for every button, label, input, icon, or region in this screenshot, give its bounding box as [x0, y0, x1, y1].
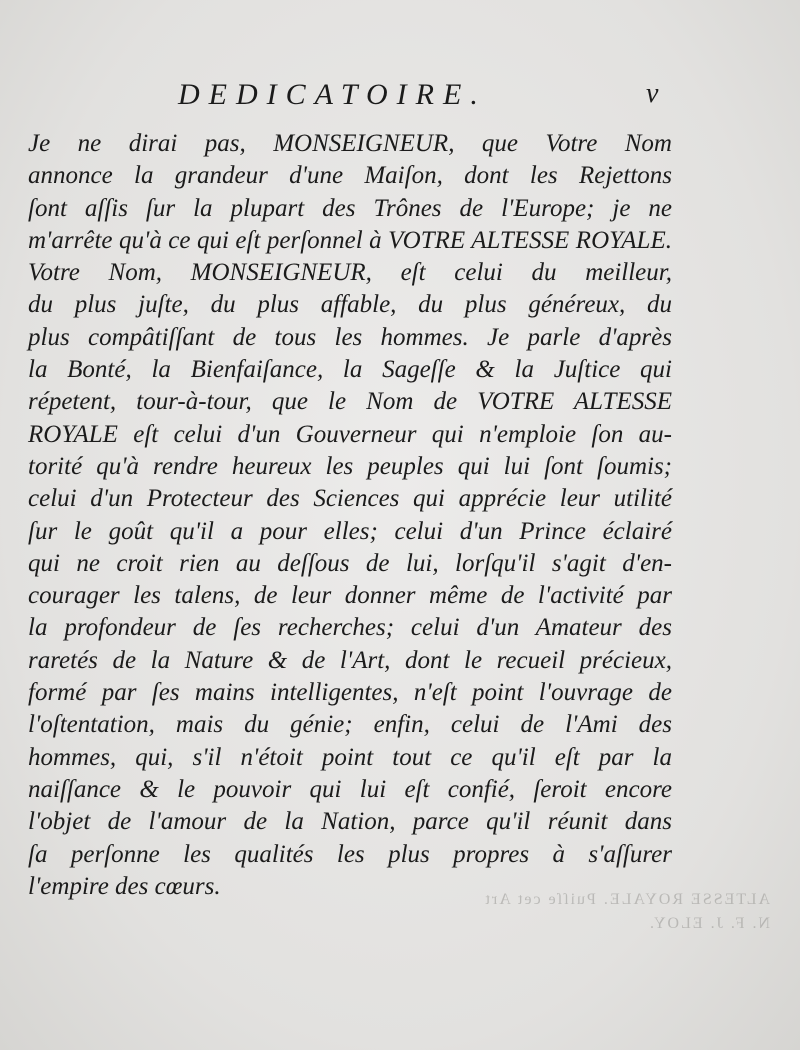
text-line: m'arrête qu'à ce qui eſt perſonnel à VOTRE ALTESSE ROYALE.	[28, 226, 672, 254]
text-line: torité qu'à rendre heureux les peuples qui lui ſont ſoumis;	[28, 452, 672, 480]
page-number: v	[646, 78, 659, 109]
bleed-through-line: ALTESSE ROYALE. Puiſſe cet Art	[483, 891, 770, 908]
text-line: la profondeur de ſes recherches; celui d'un Amateur des	[28, 614, 672, 642]
bleed-through-line: N. F. J. ELOY.	[648, 915, 770, 932]
text-line: naiſſance & le pouvoir qui lui eſt confié, ſeroit encore	[28, 775, 672, 803]
text-line: celui d'un Protecteur des Sciences qui apprécie leur utilité	[28, 485, 672, 513]
text-line: répetent, tour-à-tour, que le Nom de VOTRE ALTESSE	[28, 388, 672, 416]
running-head: DEDICATOIRE.	[178, 78, 487, 111]
text-line: ſur le goût qu'il a pour elles; celui d'un Prince éclairé	[28, 517, 672, 545]
text-line: ſa perſonne les qualités les plus propres à s'aſſurer	[28, 840, 672, 868]
text-line: qui ne croit rien au deſſous de lui, lorſqu'il s'agit d'en-	[28, 549, 672, 577]
text-line: raretés de la Nature & de l'Art, dont le recueil précieux,	[28, 646, 672, 674]
text-line: annonce la grandeur d'une Maiſon, dont les Rejettons	[28, 162, 672, 190]
text-line: courager les talens, de leur donner même de l'activité par	[28, 582, 672, 610]
text-line: la Bonté, la Bienfaiſance, la Sageſſe & la Juſtice qui	[28, 356, 672, 384]
text-line: l'empire des cœurs.	[28, 872, 221, 900]
dedication-text	[28, 128, 672, 903]
text-line: ROYALE eſt celui d'un Gouverneur qui n'emploie ſon au-	[28, 420, 672, 448]
text-line: Votre Nom, MONSEIGNEUR, eſt celui du meilleur,	[28, 259, 672, 287]
text-line: l'oſtentation, mais du génie; enfin, celui de l'Ami des	[28, 711, 672, 739]
text-line: du plus juſte, du plus affable, du plus généreux, du	[28, 291, 672, 319]
text-line: l'objet de l'amour de la Nation, parce qu'il réunit dans	[28, 808, 672, 836]
bleed-through-text	[440, 888, 770, 936]
page-header	[0, 78, 800, 118]
text-line: Je ne dirai pas, MONSEIGNEUR, que Votre Nom	[28, 130, 672, 157]
text-line: formé par ſes mains intelligentes, n'eſt point l'ouvrage de	[28, 679, 672, 707]
text-line: hommes, qui, s'il n'étoit point tout ce qu'il eſt par la	[28, 743, 672, 771]
text-line: ſont aſſis ſur la plupart des Trônes de l'Europe; je ne	[28, 194, 672, 222]
text-line: plus compâtiſſant de tous les hommes. Je parle d'après	[28, 323, 672, 351]
